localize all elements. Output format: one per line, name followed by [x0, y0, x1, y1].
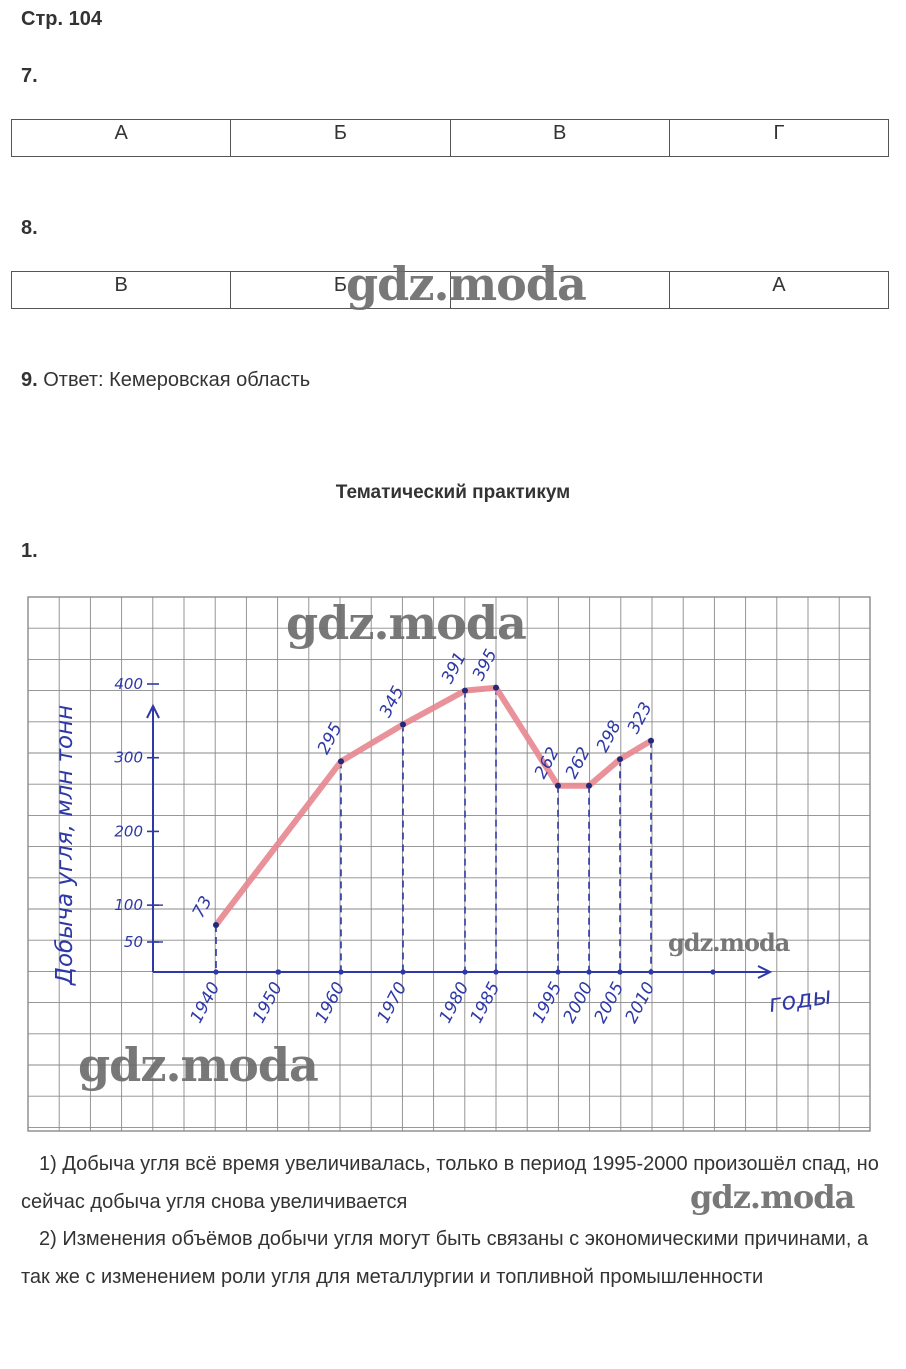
data-point — [555, 783, 561, 789]
page-label: Стр. 104 — [21, 8, 102, 30]
conclusion-1: 1) Добыча угля всё время увеличивалась, только в период 1995-2000 произошёл спад, но сейчас добыча угля снова увеличивается — [21, 1153, 879, 1213]
question-8-number: 8. — [21, 217, 38, 239]
question-9-number: 9. — [21, 369, 38, 391]
data-label: 395 — [468, 645, 502, 685]
data-point — [648, 738, 654, 744]
x-tick-label: 1960 — [311, 978, 350, 1027]
data-label: 391 — [437, 648, 471, 687]
table-cell: Б — [231, 120, 450, 157]
x-axis-dot — [275, 969, 280, 974]
data-point — [617, 756, 623, 762]
x-tick-label: 1970 — [373, 978, 412, 1027]
x-axis-dot — [710, 969, 715, 974]
x-tick-label: 1985 — [466, 978, 505, 1027]
y-tick-label: 300 — [114, 748, 143, 767]
data-point — [213, 922, 219, 928]
table-cell: Б — [231, 272, 450, 309]
x-tick-label: 2005 — [590, 978, 629, 1027]
watermark: gdz.moda — [668, 928, 790, 957]
table-cell: В — [12, 272, 231, 309]
watermark: gdz.moda — [78, 1038, 318, 1092]
question-7-number: 7. — [21, 65, 38, 87]
x-tick-label: 2000 — [559, 978, 598, 1027]
watermark: gdz.moda — [346, 257, 586, 311]
x-tick-label: 1940 — [186, 978, 225, 1027]
watermark: gdz.moda — [286, 596, 526, 650]
data-point — [493, 685, 499, 691]
data-point — [586, 783, 592, 789]
chart-marks — [153, 682, 654, 972]
section-title: Тематический практикум — [335, 482, 571, 503]
y-tick-label: 100 — [114, 896, 143, 915]
data-point — [400, 722, 406, 728]
data-label: 262 — [530, 744, 564, 783]
x-tick-label: 1995 — [528, 978, 567, 1027]
watermark: gdz.moda — [690, 1178, 855, 1216]
table-cell: В — [450, 120, 669, 157]
data-label: 298 — [592, 717, 626, 756]
table-cell: Г — [669, 120, 888, 157]
data-label: 323 — [623, 699, 657, 738]
x-tick-label: 1980 — [435, 978, 474, 1027]
question-1-number: 1. — [21, 540, 38, 562]
y-tick-label: 400 — [114, 675, 143, 693]
conclusion-2: 2) Изменения объёмов добычи угля могут быть связаны с экономическими причинами, а так же с изменением роли угля для металлургии и топливной промышленности — [21, 1228, 869, 1288]
y-tick-label: 50 — [123, 933, 143, 951]
x-tick-label: 2010 — [621, 978, 660, 1027]
table-cell: А — [669, 272, 888, 309]
data-label: 345 — [375, 682, 409, 721]
x-axis-title: годы — [766, 981, 834, 1018]
table-cell: А — [12, 120, 231, 157]
data-label: 295 — [313, 719, 347, 758]
y-axis-title: Добыча угля, млн тонн — [52, 704, 78, 985]
data-point — [338, 758, 344, 764]
data-label: 73 — [188, 892, 217, 922]
y-tick-label: 200 — [114, 822, 143, 841]
x-tick-label: 1950 — [248, 978, 287, 1027]
data-label: 262 — [561, 744, 595, 783]
question-9-answer: Ответ: Кемеровская область — [43, 369, 311, 391]
data-point — [462, 688, 468, 694]
